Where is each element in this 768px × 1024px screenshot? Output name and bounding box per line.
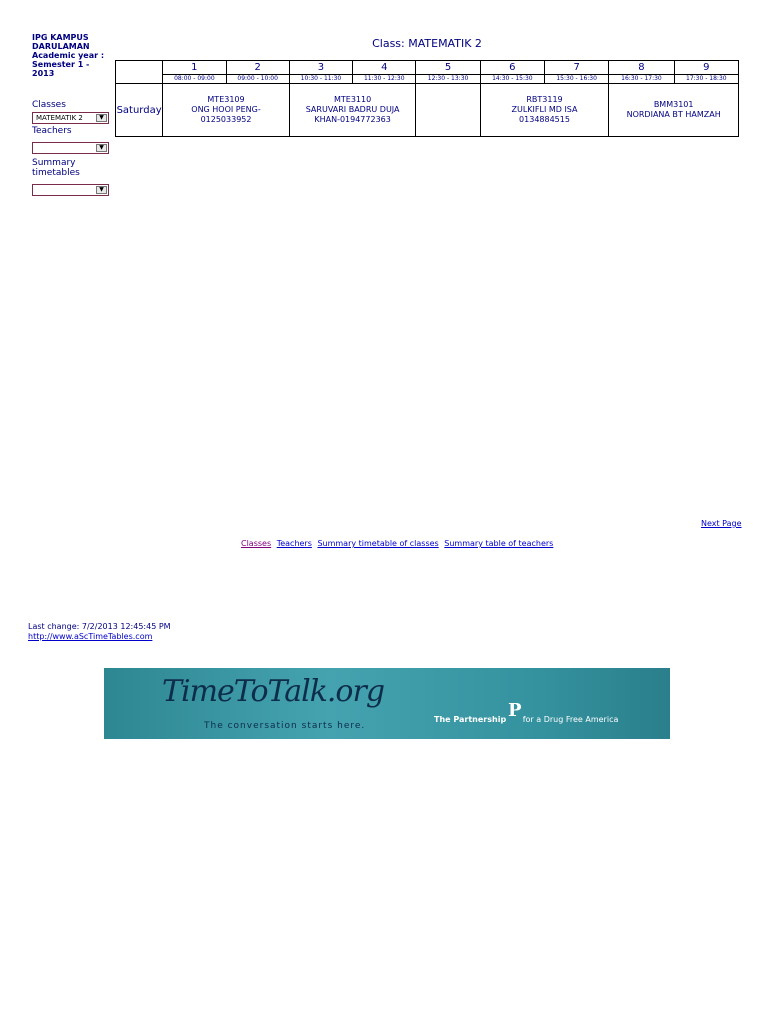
period-number: 2 (226, 61, 289, 75)
period-time: 15:30 - 16:30 (545, 75, 609, 84)
lesson-cell (163, 84, 290, 137)
period-number: 1 (163, 61, 226, 75)
sidebar (32, 33, 114, 196)
period-number-row (116, 61, 739, 75)
lesson-extra: 0125033952 (200, 115, 252, 124)
school-info (32, 33, 114, 78)
chevron-down-icon[interactable]: ▼ (96, 144, 107, 152)
period-time: 11:30 - 12:30 (353, 75, 416, 84)
partner-suffix: for a Drug Free America (522, 715, 619, 724)
period-number: 5 (416, 61, 480, 75)
last-change-info (28, 622, 171, 642)
footer-nav (241, 539, 556, 548)
chevron-down-icon[interactable]: ▼ (96, 114, 107, 122)
school-name-line1: IPG KAMPUS (32, 33, 89, 42)
teachers-label: Teachers (32, 126, 72, 136)
summary-teachers-link[interactable]: Summary table of teachers (444, 539, 554, 548)
semester-label: Semester 1 - (32, 60, 90, 69)
teachers-select[interactable] (32, 142, 109, 154)
lesson-cell (480, 84, 609, 137)
banner-tagline: The conversation starts here. (204, 721, 366, 731)
day-row (116, 84, 739, 137)
ad-banner[interactable] (104, 668, 670, 739)
lesson-teacher: ZULKIFLI MD ISA (511, 105, 578, 114)
period-number: 4 (353, 61, 416, 75)
academic-year-label: Academic year : (32, 51, 105, 60)
summary-label-line1: Summary (32, 158, 76, 168)
classes-select[interactable] (32, 112, 109, 124)
empty-lesson-cell (416, 84, 480, 137)
period-time: 08:00 - 09:00 (163, 75, 226, 84)
lesson-code: MTE3110 (334, 95, 372, 104)
last-change-text: Last change: 7/2/2013 12:45:45 PM (28, 622, 171, 631)
next-page-link[interactable]: Next Page (701, 519, 742, 528)
lesson-code: BMM3101 (653, 100, 694, 109)
period-number: 7 (545, 61, 609, 75)
teachers-link[interactable]: Teachers (276, 539, 312, 548)
period-number: 9 (674, 61, 738, 75)
period-number: 8 (609, 61, 674, 75)
lesson-extra: KHAN-0194772363 (314, 115, 391, 124)
lesson-teacher: ONG HOOI PENG- (191, 105, 261, 114)
summary-select[interactable] (32, 184, 109, 196)
period-time: 12:30 - 13:30 (416, 75, 480, 84)
classes-label: Classes (32, 100, 66, 110)
period-number: 6 (480, 61, 544, 75)
banner-logo: TimeToTalk.org (162, 674, 385, 709)
timetable (115, 60, 739, 137)
period-time: 10:30 - 11:30 (289, 75, 352, 84)
lesson-teacher: SARUVARI BADRU DUJA (305, 105, 400, 114)
summary-label (32, 158, 114, 178)
asc-timetables-link[interactable]: http://www.aScTimeTables.com (28, 632, 153, 641)
classes-link[interactable]: Classes (241, 539, 272, 548)
banner-partner (434, 715, 618, 724)
lesson-cell (289, 84, 416, 137)
lesson-cell (609, 84, 739, 137)
partner-name: The Partnership (434, 715, 507, 724)
lesson-extra: 0134884515 (519, 115, 570, 124)
lesson-teacher: NORDIANA BT HAMZAH (626, 110, 721, 119)
chevron-down-icon[interactable]: ▼ (96, 186, 107, 194)
corner-cell (116, 61, 163, 84)
school-name-line2: DARULAMAN (32, 42, 90, 51)
day-label: Saturday (116, 84, 163, 137)
period-time: 09:00 - 10:00 (226, 75, 289, 84)
period-time: 14:30 - 15:30 (480, 75, 544, 84)
period-number: 3 (289, 61, 352, 75)
page-title: Class: MATEMATIK 2 (372, 37, 482, 50)
period-time: 17:30 - 18:30 (674, 75, 738, 84)
year-label: 2013 (32, 69, 55, 78)
partnership-logo-icon: P (508, 700, 522, 721)
summary-label-line2: timetables (32, 168, 80, 178)
classes-select-value: MATEMATIK 2 (36, 114, 83, 122)
lesson-code: RBT3119 (526, 95, 563, 104)
period-time-row (116, 75, 739, 84)
period-time: 16:30 - 17:30 (609, 75, 674, 84)
lesson-code: MTE3109 (207, 95, 245, 104)
summary-classes-link[interactable]: Summary timetable of classes (317, 539, 439, 548)
